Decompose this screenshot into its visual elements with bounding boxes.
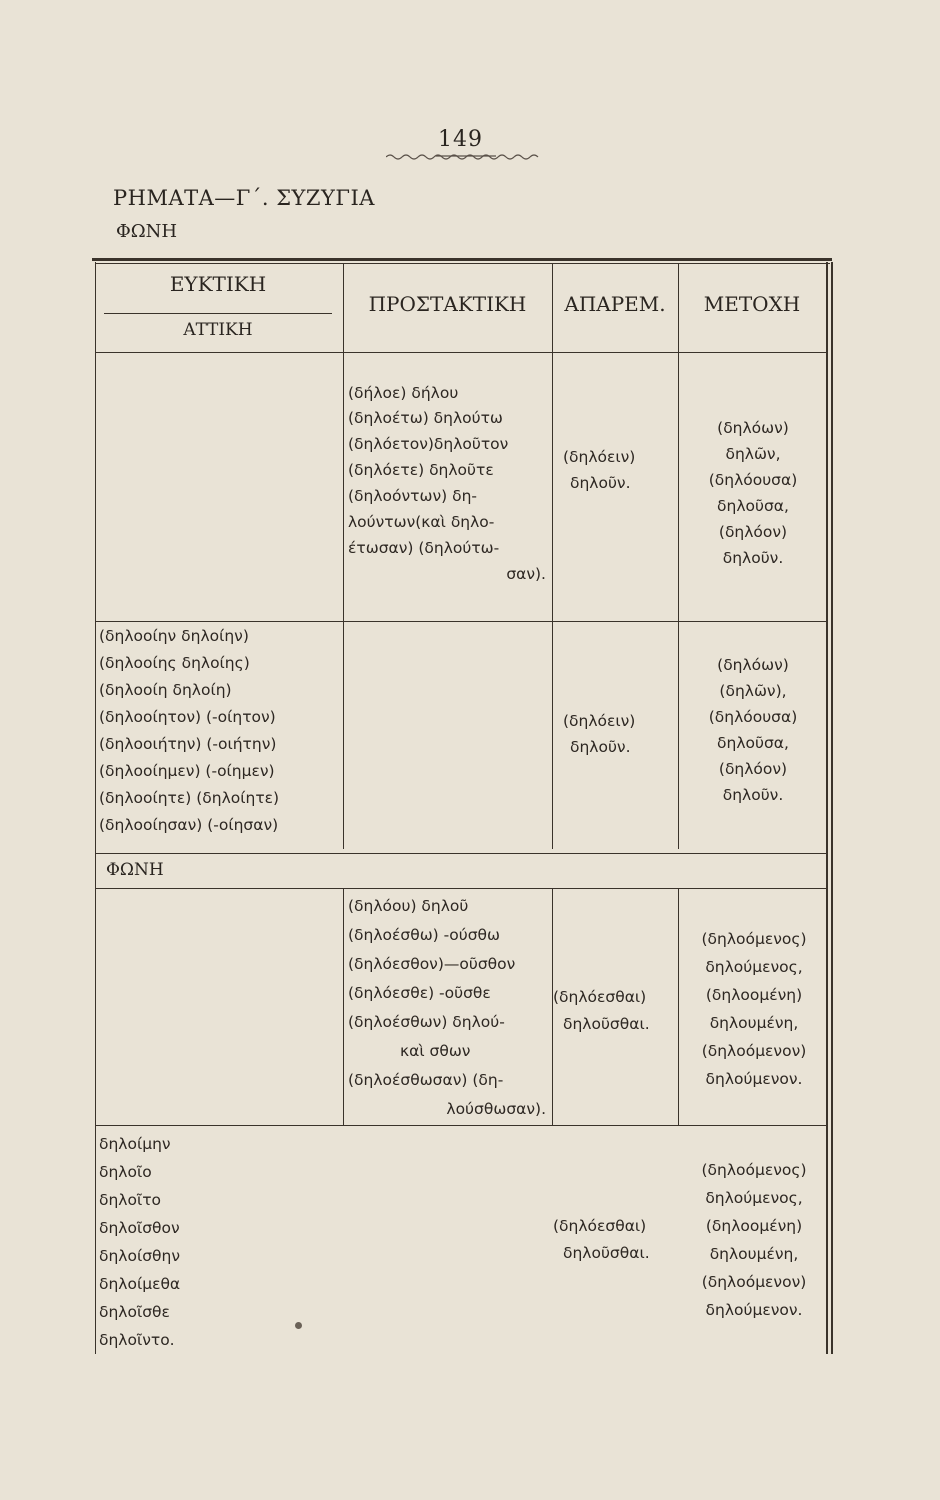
form-line: δηλούμενον. [705,1301,803,1319]
form-line: (δηλοέτω) δηλούτω [348,409,503,427]
form-line: δηλοῦσθαι. [563,1244,650,1262]
page-number: 149 [438,127,483,152]
form-line: δηλοῖτο [99,1191,162,1209]
col-divider-1-mid [343,889,344,1125]
page-title: ΡΗΜΑΤΑ—Γ΄. ΣΥΖΥΓΙΑ [113,186,375,210]
form-line: σαν). [506,565,546,583]
form-line: (δηλοοίησαν) (-οίησαν) [99,816,279,834]
form-line: (δηλοέσθωσαν) (δη- [348,1071,504,1089]
form-line: δηλούμενος, [705,1189,803,1207]
form-line: δηλοίμεθα [99,1275,181,1293]
form-line: (δηλόον) [718,760,788,778]
form-line: δηλούμενον. [705,1070,803,1088]
form-line: (δηλόετε) δηλοῦτε [348,461,494,479]
form-line: (δηλόεσθον)—οῦσθον [348,955,516,973]
table-top-border [92,258,832,261]
form-line: (δηλοοιήτην) (-οιήτην) [99,735,277,753]
header-optative: ΕΥΚΤΙΚΗ [169,272,267,296]
form-line: (δηλοέσθω) -ούσθω [348,926,500,944]
form-line: (δηλοόντων) δη- [348,487,477,505]
form-line: (δηλόου) δηλοῦ [348,897,469,915]
form-line: καὶ σθων [400,1042,471,1060]
header-participle: ΜΕΤΟΧΗ [703,292,801,316]
form-line: δηλουμένη, [709,1245,799,1263]
table-top-border-inner [96,263,830,264]
form-line: (δηλοόμενον) [701,1042,807,1060]
middle-header-rule [96,888,826,889]
form-line: λούσθωσαν). [446,1100,546,1118]
form-line: (δηλόουσα) [708,471,798,489]
form-line: (δηλοοίητον) (-οίητον) [99,708,276,726]
form-line: (δηλόεσθαι) [553,988,647,1006]
form-line: δηλούμενος, [705,958,803,976]
header-imperative: ΠΡΟΣΤΑΚΤΙΚΗ [368,292,527,316]
form-line: (δηλοοίην δηλοίην) [99,627,249,645]
voice-label-active: ΦΩΝΗ [116,221,178,242]
form-line: (δηλόον) [718,523,788,541]
ink-spot [295,1322,302,1329]
row-divider-1 [96,621,826,622]
form-line: λούντων(καὶ δηλο- [348,513,495,531]
header-infinitive: ΑΠΑΡΕΜ. [564,292,666,316]
form-line: δηλοῦσα, [717,734,789,752]
form-line: (δηλῶν), [719,682,787,700]
form-line: (δηλόεσθε) -οῦσθε [348,984,491,1002]
form-line: δηλοῖσθε [99,1303,170,1321]
form-line: δηλουμένη, [709,1014,799,1032]
form-line: δηλῶν, [725,445,781,463]
form-line: (δηλοομένη) [705,986,803,1004]
header-attic: ΑΤΤΙΚΗ [183,320,253,340]
voice-label-middle: ΦΩΝΗ [106,860,164,880]
form-line: (δηλοόμενος) [701,1161,807,1179]
form-line: δηλοῦν. [570,474,631,492]
form-line: (δηλοοίη δηλοίη) [99,681,232,699]
form-line: (δηλοέσθων) δηλού- [348,1013,505,1031]
form-line: (δηλοόμενον) [701,1273,807,1291]
form-line: δηλοῦσθαι. [563,1015,650,1033]
form-line: (δηλόων) [717,419,789,437]
form-line: δηλοῦσα, [717,497,789,515]
form-line: έτωσαν) (δηλούτω- [348,539,500,557]
form-line: δηλοῖντο. [99,1331,175,1349]
form-line: (δηλόειν) [563,448,636,466]
form-line: (δηλόετον)δηλοῦτον [348,435,509,453]
table-right-border-outer [831,262,833,1354]
form-line: (δηλόεσθαι) [553,1217,647,1235]
form-line: (δηλοοίημεν) (-οίημεν) [99,762,275,780]
form-line: (δηλοοίητε) (δηλοίητε) [99,789,280,807]
form-line: (δήλοε) δήλου [348,384,459,402]
form-line: (δηλοομένη) [705,1217,803,1235]
form-line: δηλοῖο [99,1163,152,1181]
col-divider-3-mid [678,889,679,1125]
form-line: δηλοῦν. [722,549,784,567]
form-line: (δηλόειν) [563,712,636,730]
header-bottom-rule [96,352,826,353]
form-line: (δηλόων) [717,656,789,674]
form-line: (δηλοοίης δηλοίης) [99,654,250,672]
form-line: δηλοῦν. [570,738,631,756]
form-line: (δηλόουσα) [708,708,798,726]
voice-divider [96,853,826,854]
form-line: δηλοῦν. [722,786,784,804]
form-line: δηλοίμην [99,1135,171,1153]
row-divider-2 [96,1125,826,1126]
optative-header-split [104,313,332,314]
form-line: δηλοίσθην [99,1247,180,1265]
table-left-border [95,262,96,1354]
form-line: (δηλοόμενος) [701,930,807,948]
form-line: δηλοῖσθον [99,1219,180,1237]
